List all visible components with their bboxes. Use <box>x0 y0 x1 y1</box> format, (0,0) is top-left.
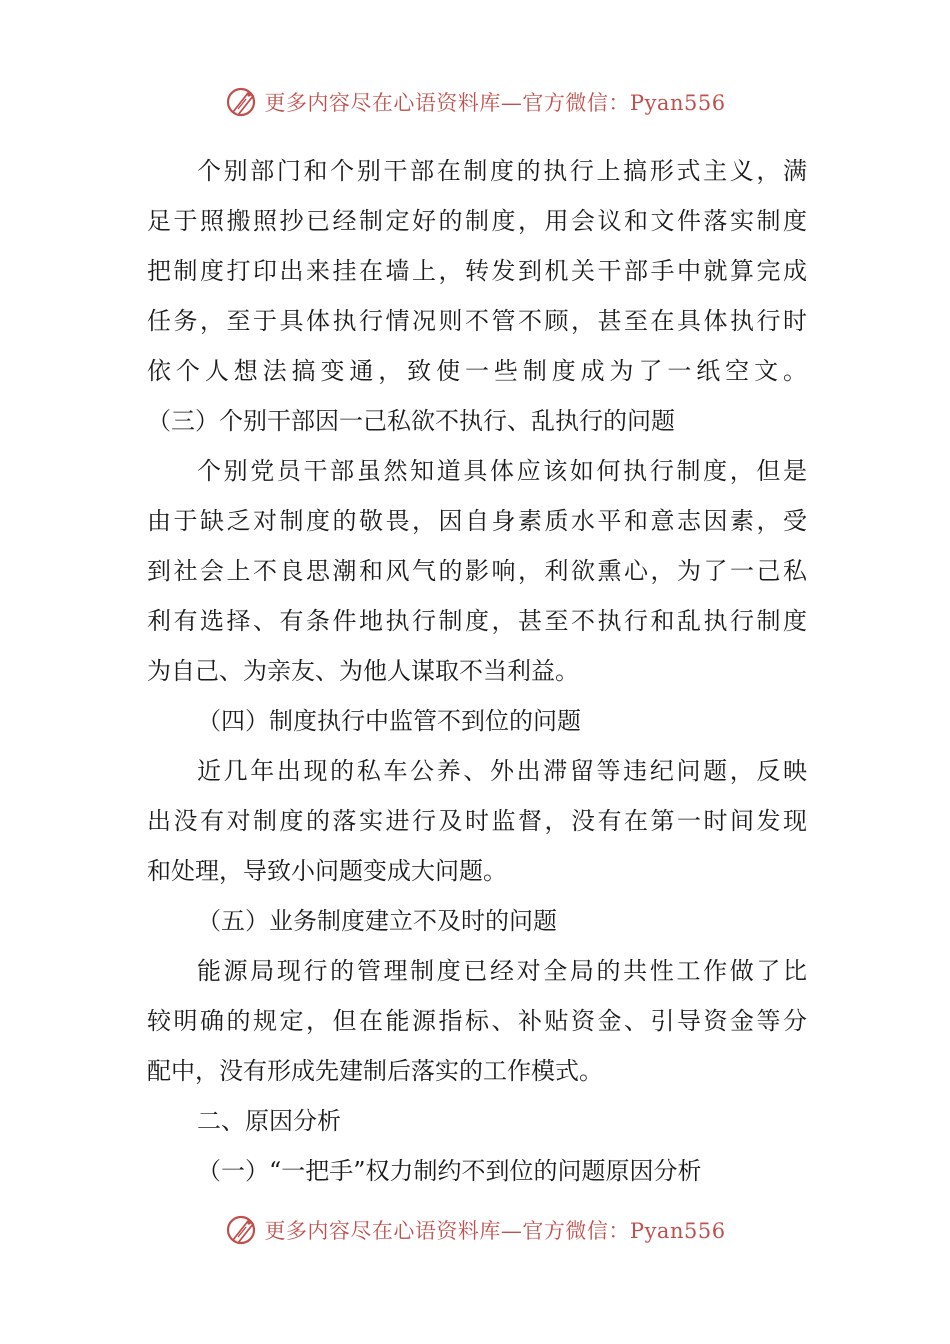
header-banner <box>0 82 950 122</box>
paragraph-line: 足于照搬照抄已经制定好的制度，用会议和文件落实制度 <box>147 207 807 235</box>
footer-banner <box>0 1210 950 1250</box>
section-heading: （一）“一把手”权力制约不到位的问题原因分析 <box>197 1157 702 1185</box>
paragraph-line: 利有选择、有条件地执行制度，甚至不执行和乱执行制度 <box>147 607 807 635</box>
paragraph-line: 依个人想法搞变通，致使一些制度成为了一纸空文。 <box>147 357 807 385</box>
paragraph-line: 任务，至于具体执行情况则不管不顾，甚至在具体执行时 <box>147 307 807 335</box>
paragraph-first-line: 能源局现行的管理制度已经对全局的共性工作做了比 <box>197 957 807 985</box>
section-heading: （四）制度执行中监管不到位的问题 <box>197 707 581 735</box>
section-heading: 二、原因分析 <box>197 1107 341 1135</box>
paragraph-last-line: 和处理，导致小问题变成大问题。 <box>147 857 507 885</box>
header-banner-text: 更多内容尽在心语资料库—官方微信：Pyan556 <box>264 91 726 115</box>
section-heading: （三）个别干部因一己私欲不执行、乱执行的问题 <box>147 407 675 435</box>
paragraph-first-line: 个别党员干部虽然知道具体应该如何执行制度，但是 <box>197 457 807 485</box>
document-body <box>147 146 807 1196</box>
paragraph-line: 到社会上不良思潮和风气的影响，利欲熏心，为了一己私 <box>147 557 807 585</box>
footer-banner-text: 更多内容尽在心语资料库—官方微信：Pyan556 <box>264 1219 726 1243</box>
paragraph-last-line: 为自己、为亲友、为他人谋取不当利益。 <box>147 657 579 685</box>
paragraph-line: 较明确的规定，但在能源指标、补贴资金、引导资金等分 <box>147 1007 807 1035</box>
pen-nib-logo-icon <box>224 84 260 120</box>
paragraph-line: 由于缺乏对制度的敬畏，因自身素质水平和意志因素，受 <box>147 507 807 535</box>
paragraph-last-line: 配中，没有形成先建制后落实的工作模式。 <box>147 1057 603 1085</box>
paragraph-line: 把制度打印出来挂在墙上，转发到机关干部手中就算完成 <box>147 257 807 285</box>
paragraph-first-line: 近几年出现的私车公养、外出滞留等违纪问题，反映 <box>197 757 807 785</box>
paragraph-first-line: 个别部门和个别干部在制度的执行上搞形式主义，满 <box>197 157 807 185</box>
paragraph-line: 出没有对制度的落实进行及时监督，没有在第一时间发现 <box>147 807 807 835</box>
pen-nib-logo-icon <box>224 1212 260 1248</box>
section-heading: （五）业务制度建立不及时的问题 <box>197 907 557 935</box>
